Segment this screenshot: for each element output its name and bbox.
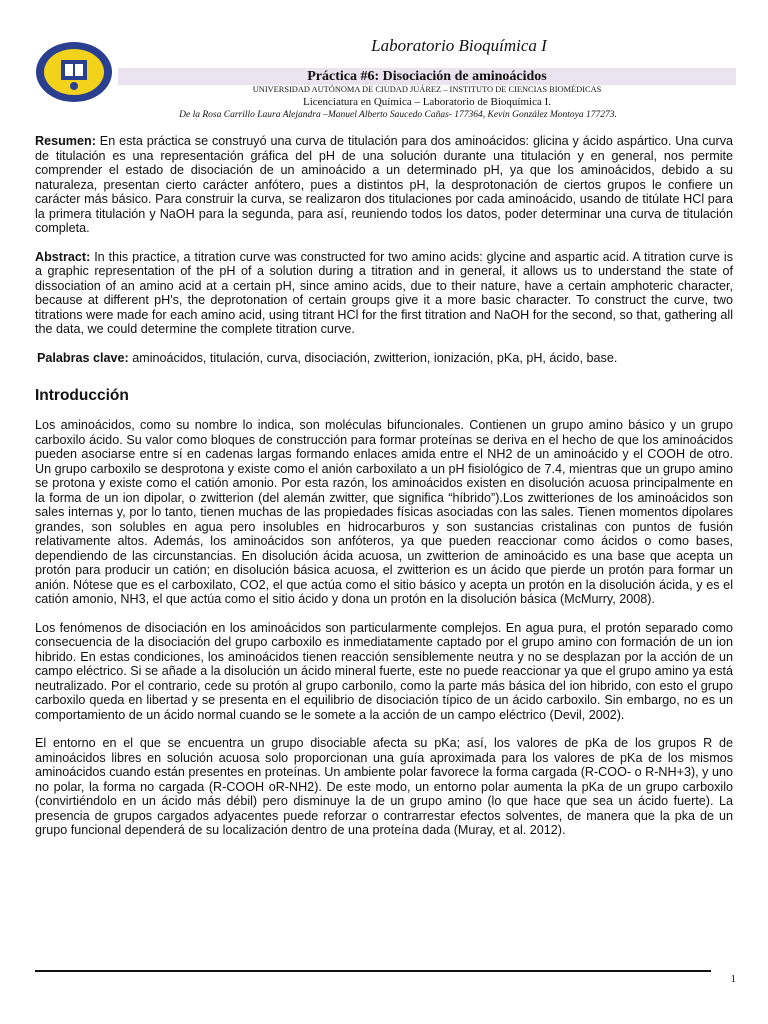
- keywords-text: aminoácidos, titulación, curva, disociación, zwitterion, ionización, pKa, pH, ácido, base.: [132, 350, 618, 365]
- resumen-text: En esta práctica se construyó una curva de titulación para dos aminoácidos: glicina y ácido aspártico. Una curva de titulación es una representación gráfica del pH de una solución durante una titulación y en general, nos permite comprender el estado de disociación de un aminoácido a un determinado pH, ya que los aminoácidos, debido a su naturaleza, presentan cierto carácter anfótero, pues a distintos pH, la desprotonación de ciertos grupos le confiere un carácter más básico. Para construir la curva, se realizaron dos titulaciones por cada aminoácido, usando de titúlate HCl para la primera titulación y NaOH para la segunda, para así, reuniendo todos los datos, poder determinar una curva de titulación completa.: [35, 134, 734, 235]
- university-name: UNIVERSIDAD AUTÓNOMA DE CIUDAD JUÁREZ – INSTITUTO DE CIENCIAS BIOMÉDICAS: [252, 85, 602, 94]
- keywords-label: Palabras clave:: [37, 350, 129, 365]
- authors-line: De la Rosa Carrillo Laura Alejandra –Manuel Alberto Saucedo Cañas- 177364, Kevin González Montoya 177273.: [179, 110, 617, 120]
- intro-paragraph-3: El entorno en el que se encuentra un grupo disociable afecta su pKa; así, los valores de pKa de los grupos R de aminoácidos libres en solución acuosa solo proporcionan una guía aproximada para los valores de pKa de los mismos aminoácidos cuando están presentes en proteínas. Un ambiente polar favorece la forma cargada (R-COO- o R-NH+3), y uno no polar, la forma no cargada (R-COOH oR-NH2). De este modo, un entorno polar aumenta la pKa de un grupo carboxilo (convirtiéndolo en un ácido más débil) pero disminuye la de un grupo amino (lo que hace que sea un ácido fuerte). La presencia de grupos cargados adyacentes puede reforzar o contrarrestar efectos solventes, de manera que la pka de un grupo funcional dependerá de su localización dentro de una proteína dada (Muray, et al. 2012).: [35, 736, 733, 837]
- program-name: Licenciatura en Química – Laboratorio de Bioquímica I.: [302, 96, 551, 108]
- resumen-label: Resumen:: [35, 134, 96, 148]
- abstract-paragraph: [35, 250, 733, 337]
- footer-rule: [35, 970, 711, 972]
- resumen-paragraph: [35, 134, 733, 236]
- logo-shield: [61, 60, 87, 80]
- intro-paragraph-2: Los fenómenos de disociación en los aminoácidos son particularmente complejos. En agua pura, el protón separado como consecuencia de la disociación del grupo carboxilo es inmediatamente captado por el grupo amino con formación de un ion hibrido. En estas condiciones, los aminoácidos tienen reacción sensiblemente neutra y no se desplazan por la acción de un campo eléctrico. Si se añade a la disolución un ácido mineral fuerte, este no puede reaccionar ya que el grupo amino ya está neutralizado. Por el contrario, cede su protón al grupo carbonilo, como la parte más básica del ion hibrido, con esto el grupo carboxilo queda en libertad y se presenta en el equilibrio de disociación típico de un ácido carboxilo. Sin embargo, no es un comportamiento de un ácido normal cuando se le somete a la acción de un campo eléctrico (Devil, 2002).: [35, 620, 733, 722]
- lab-title: Laboratorio Bioquímica I: [371, 36, 547, 55]
- abstract-label: Abstract:: [35, 249, 91, 264]
- introduction-heading: Introducción: [35, 387, 129, 404]
- intro-paragraph-1: Los aminoácidos, como su nombre lo indica, son moléculas bifuncionales. Contienen un grupo amino básico y un grupo carboxilo ácido. Su valor como bloques de construcción para formar proteínas se deriva en el hecho de que los aminoácidos pueden asociarse entre sí en cadenas largas formando enlaces amida entre el NH2 de un aminoácido y el COOH de otro. Un grupo carboxilo se desprotona y existe como el anión carboxilato a un pH fisiológico de 7.4, mientras que un grupo amino se protona y existe como el catión amonio. Por esta razón, los aminoácidos existen en disolución acuosa principalmente en la forma de un ion dipolar, o zwitterion (del alemán zwitter, que significa “híbrido”).Los zwitteriones de los aminoácidos son sales internas y, por lo tanto, tienen muchas de las propiedades físicas asociadas con las sales. Tienen momentos dipolares grandes, son solubles en agua pero insolubles en hidrocarburos y son sustancias cristalinas con puntos de fusión relativamente altos. Además, los aminoácidos son anfóteros, ya que pueden reaccionar como ácidos o como bases, dependiendo de las circunstancias. En disolución ácida acuosa, un zwitterion de aminoácido es una base que acepta un protón para producir un catión; en disolución básica acuosa, el zwitterion es un ácido que pierde un protón para formar un anión. Nótese que es el carboxilato, CO2, el que actúa como el sitio básico y acepta un protón en la disolución ácida, y es el catión amonio, NH3, el que actúa como el sitio ácido y dona un protón en la disolución básica (McMurry, 2008).: [35, 418, 733, 606]
- keywords-paragraph: [35, 351, 733, 366]
- paper-body: [35, 134, 733, 852]
- page-number: 1: [730, 973, 736, 985]
- practice-title: Práctica #6: Disociación de aminoácidos: [307, 69, 547, 84]
- abstract-text: In this practice, a titration curve was constructed for two amino acids: glycine and aspartic acid. A titration curve is a graphic representation of the pH of a solution during a titration and in general, it allows us to understand the state of dissociation of an amino acid at a certain pH, since amino acids, due to their nature, have a certain amphoteric character, because at different pH's, the deprotonation of certain groups give it a more basic character. To construct the curve, two titrations were made for each amino acid, using titrant HCl for the first titration and NaOH for the second, so that, gathering all the data, we could determine the complete titration curve.: [35, 249, 733, 336]
